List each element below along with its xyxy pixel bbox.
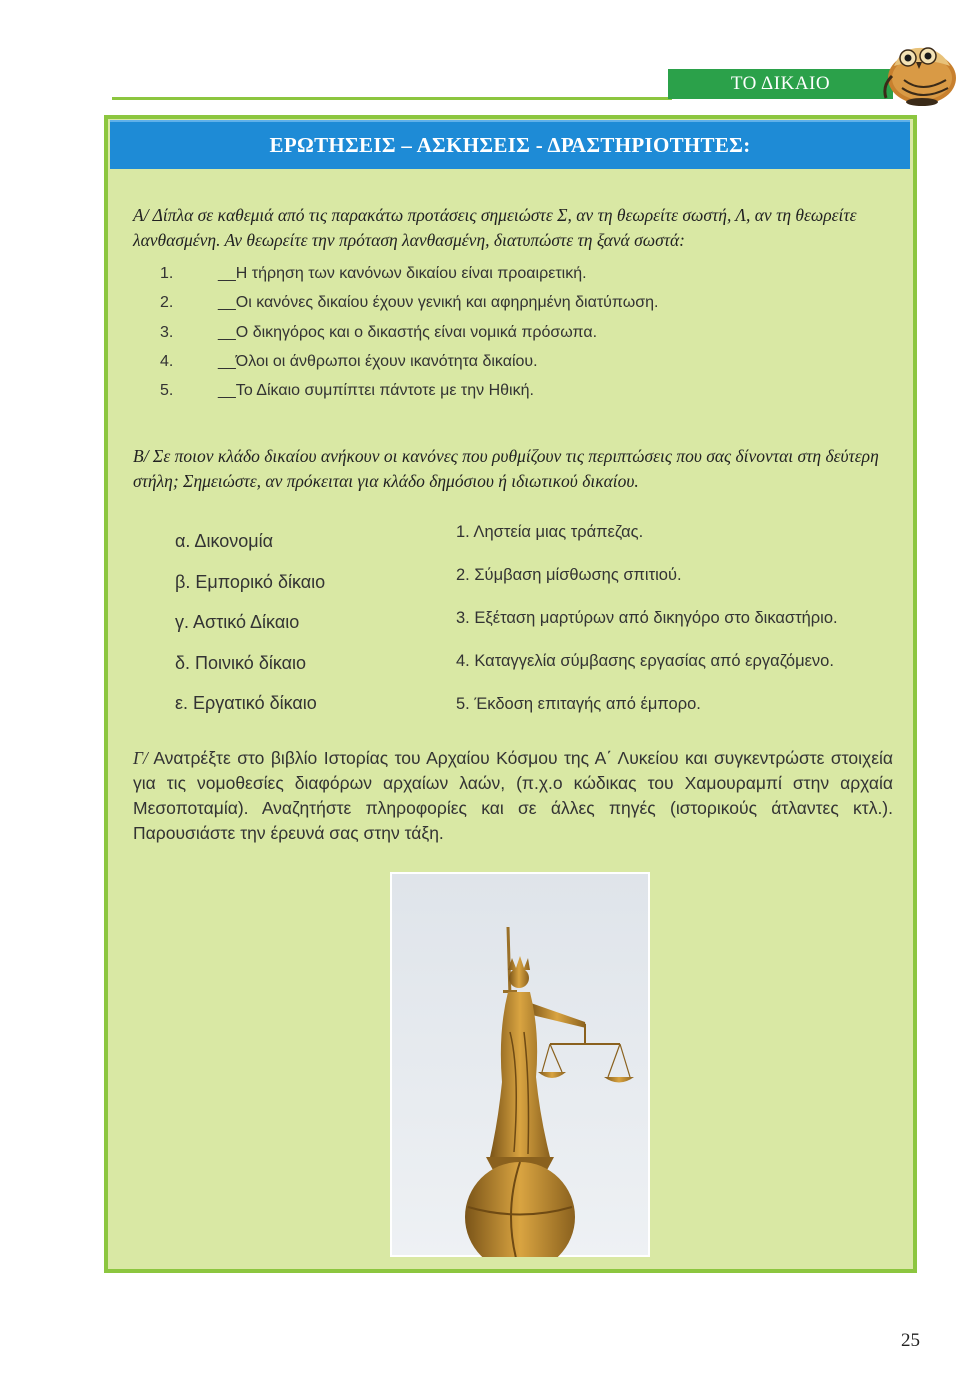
list-item: 5. Έκδοση επιταγής από έμπορο.	[456, 695, 701, 713]
list-item: 2. Σύμβαση μίσθωσης σπιτιού.	[456, 566, 682, 584]
section-c-body: Ανατρέξτε στο βιβλίο Ιστορίας του Αρχαίου Κόσμου της Α΄ Λυκείου και συγκεντρώστε στοιχεία για τις νομοθεσίες διαφόρων αρχαίων λαών, (π.χ.ο κώδικας του Χαμουραμπί στην αρχαία Μεσοποταμία). Αναζητήστε πληροφορίες και σε άλλες πηγές (ιστορικούς άτλαντες κτλ.). Παρουσιάστε την έρευνά σας στην τάξη.	[133, 748, 893, 843]
cases-column	[456, 511, 838, 726]
list-item: β. Εμπορικό δίκαιο	[175, 571, 326, 592]
list-item: γ. Αστικό Δίκαιο	[175, 612, 300, 633]
list-item: 1. Ληστεία μιας τράπεζας.	[456, 523, 644, 541]
list-item: δ. Ποινικό δίκαιο	[175, 652, 307, 673]
owl-vase-icon	[872, 36, 960, 108]
section-a-intro: Α/ Δίπλα σε καθεμιά από τις παρακάτω προτάσεις σημειώστε Σ, αν τη θεωρείτε σωστή, Λ, αν τη θεωρείτε λανθασμένη. Αν θεωρείτε την πρόταση λανθασμένη, διατυπώστε τη ξανά σωστά:	[133, 205, 857, 250]
list-item: 1. __Η τήρηση των κανόνων δικαίου είναι προαιρετική.	[160, 265, 587, 282]
list-item: 4. Καταγγελία σύμβασης εργασίας από εργαζόμενο.	[456, 652, 834, 670]
list-item: 5. __Το Δίκαιο συμπίπτει πάντοτε με την Ηθική.	[160, 382, 534, 400]
section-c-text	[133, 746, 893, 846]
section-b-intro: Β/ Σε ποιον κλάδο δικαίου ανήκουν οι κανόνες που ρυθμίζουν τις περιπτώσεις που σας δίνονται στη δεύτερη στήλη; Σημειώστε, αν πρόκειται για κλάδο δημόσιου ή ιδιωτικού δικαίου.	[133, 446, 879, 491]
section-a-statements	[160, 259, 658, 405]
chapter-label: ΤΟ ΔΙΚΑΙΟ	[668, 69, 893, 99]
page-number: 25	[901, 1330, 920, 1351]
list-item: 4. __Όλοι οι άνθρωποι έχουν ικανότητα δικαίου.	[160, 352, 538, 370]
list-item: 3. Εξέταση μαρτύρων από δικηγόρο στο δικαστήριο.	[456, 609, 838, 627]
law-branches-column	[175, 521, 325, 724]
lady-justice-photo	[390, 872, 650, 1257]
header-rule	[112, 97, 672, 100]
list-item: 2. __Οι κανόνες δικαίου έχουν γενική και αφηρημένη διατύπωση.	[160, 294, 659, 312]
exercises-title: ΕΡΩΤΗΣΕΙΣ – ΑΣΚΗΣΕΙΣ - ΔΡΑΣΤΗΡΙΟΤΗΤΕΣ:	[110, 120, 910, 169]
section-c-lead: Γ/	[133, 748, 148, 768]
list-item: 3. __Ο δικηγόρος και ο δικαστής είναι νομικά πρόσωπα.	[160, 323, 598, 341]
list-item: α. Δικονομία	[175, 531, 274, 551]
list-item: ε. Εργατικό δίκαιο	[175, 693, 317, 714]
